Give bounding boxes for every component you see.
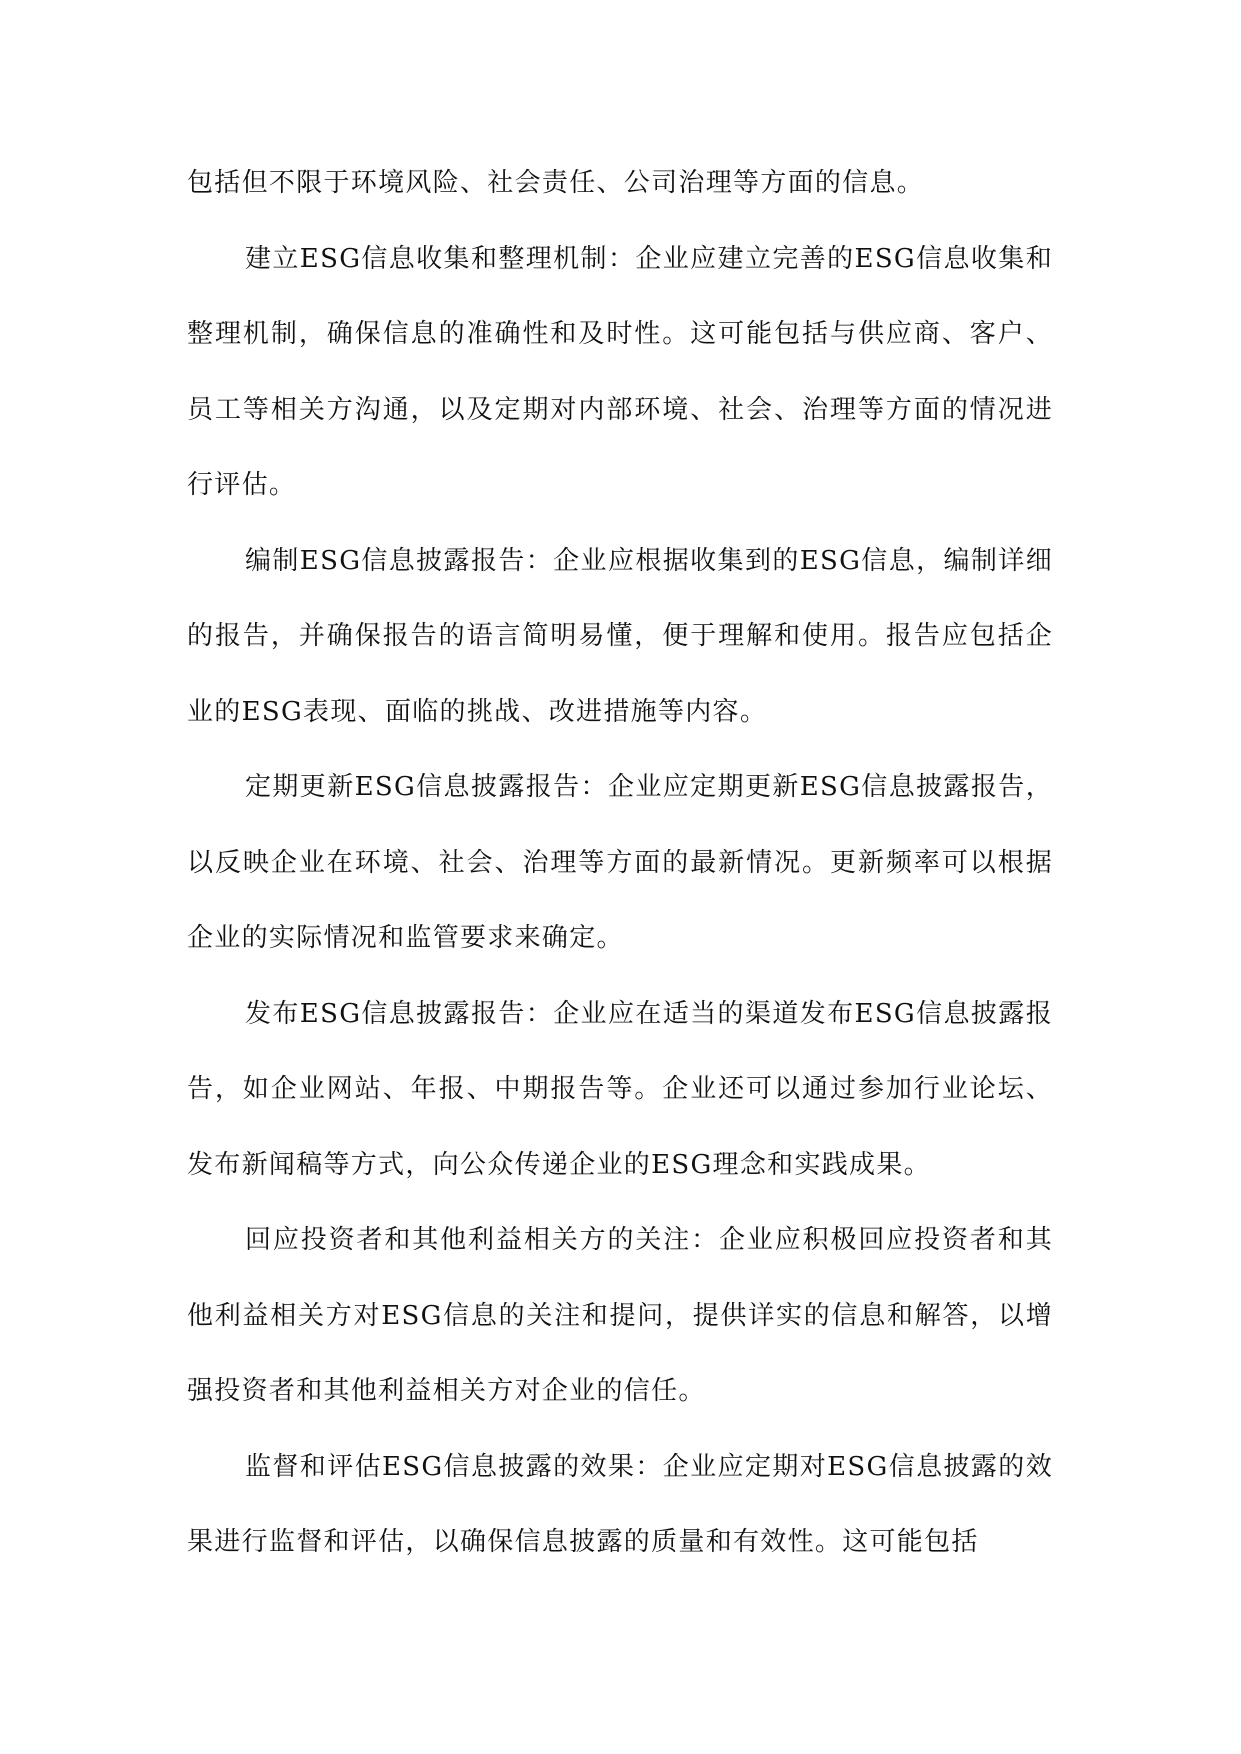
paragraph-info-collection: 建立ESG信息收集和整理机制：企业应建立完善的ESG信息收集和整理机制，确保信息的准确性和及时性。这可能包括与供应商、客户、员工等相关方沟通，以及定期对内部环境、社会、治理等方面的情况进行评估。 <box>187 243 1053 500</box>
document-body <box>187 146 1053 1581</box>
paragraph-compile-report: 编制ESG信息披露报告：企业应根据收集到的ESG信息，编制详细的报告，并确保报告的语言简明易懂，便于理解和使用。报告应包括企业的ESG表现、面临的挑战、改进措施等内容。 <box>187 545 1053 727</box>
paragraph-continuation: 包括但不限于环境风险、社会责任、公司治理等方面的信息。 <box>187 168 925 198</box>
paragraph-evaluate-effect: 监督和评估ESG信息披露的效果：企业应定期对ESG信息披露的效果进行监督和评估，以确保信息披露的质量和有效性。这可能包括 <box>187 1451 1053 1557</box>
paragraph-publish-report: 发布ESG信息披露报告：企业应在适当的渠道发布ESG信息披露报告，如企业网站、年报、中期报告等。企业还可以通过参加行业论坛、发布新闻稿等方式，向公众传递企业的ESG理念和实践成果。 <box>187 998 1053 1180</box>
paragraph-respond-investors: 回应投资者和其他利益相关方的关注：企业应积极回应投资者和其他利益相关方对ESG信息的关注和提问，提供详实的信息和解答，以增强投资者和其他利益相关方对企业的信任。 <box>187 1225 1053 1406</box>
paragraph-update-report: 定期更新ESG信息披露报告：企业应定期更新ESG信息披露报告，以反映企业在环境、社会、治理等方面的最新情况。更新频率可以根据企业的实际情况和监管要求来确定。 <box>187 772 1053 953</box>
